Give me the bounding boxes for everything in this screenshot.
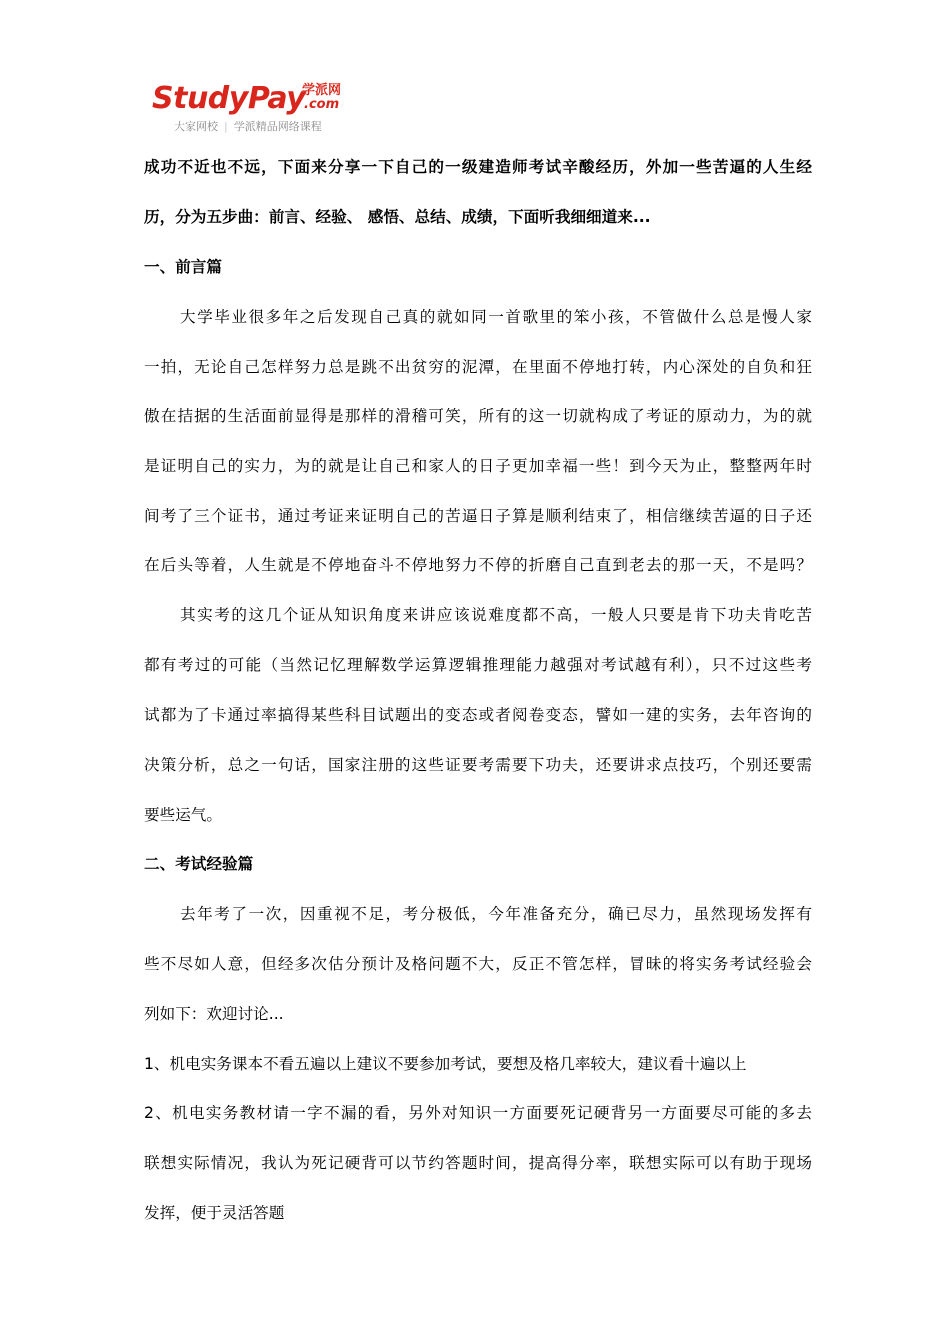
list-item: 联想实际情况，我认为死记硬背可以节约答题时间，提高得分率，联想实际可以有助于现场 [144, 1154, 812, 1172]
logo-chinese-name: 学派网 [302, 83, 342, 98]
logo-wordmark: StudyPay [152, 81, 306, 116]
paragraph-line: 些不尽如人意，但经多次估分预计及格问题不大，反正不管怎样，冒昧的将实务考试经验会 [144, 955, 812, 973]
paragraph-line: 其实考的这几个证从知识角度来讲应该说难度都不高，一般人只要是肯下功夫肯吃苦 [180, 606, 812, 624]
paragraph-line: 是证明自己的实力，为的就是让自己和家人的日子更加幸福一些！到今天为止，整整两年时 [144, 457, 812, 475]
paragraph-line: 要些运气。 [144, 806, 222, 824]
paragraph-line: 列如下：欢迎讨论... [144, 1005, 284, 1023]
paragraph-line: 间考了三个证书，通过考证来证明自己的苦逼日子算是顺利结束了，相信继续苦逼的日子还 [144, 507, 812, 525]
paragraph-line: 试都为了卡通过率搞得某些科目试题出的变态或者阅卷变态，譬如一建的实务，去年咨询的 [144, 706, 812, 724]
list-item: 2、机电实务教材请一字不漏的看，另外对知识一方面要死记硬背另一方面要尽可能的多去 [144, 1104, 812, 1122]
intro-line: 历，分为五步曲：前言、经验、 感悟、总结、成绩，下面听我细细道来... [144, 208, 651, 226]
logo-tag-separator: | [224, 120, 228, 133]
studypay-logo [152, 82, 352, 136]
paragraph-line: 去年考了一次，因重视不足，考分极低，今年准备充分，确已尽力，虽然现场发挥有 [180, 905, 812, 923]
logo-tag-left: 大家网校 [174, 120, 218, 133]
intro-line: 成功不近也不远，下面来分享一下自己的一级建造师考试辛酸经历，外加一些苦逼的人生经 [144, 158, 812, 176]
paragraph-line: 一拍，无论自己怎样努力总是跳不出贫穷的泥潭，在里面不停地打转，内心深处的自负和狂 [144, 358, 812, 376]
paragraph-line: 在后头等着，人生就是不停地奋斗不停地努力不停的折磨自己直到老去的那一天，不是吗？ [144, 556, 812, 574]
paragraph-line: 都有考过的可能（当然记忆理解数学运算逻辑推理能力越强对考试越有利），只不过这些考 [144, 656, 812, 674]
logo-tag-right: 学派精品网络课程 [233, 120, 322, 133]
section-heading-preface: 一、前言篇 [144, 258, 222, 276]
paragraph-line: 决策分析，总之一句话，国家注册的这些证要考需要下功夫，还要讲求点技巧，个别还要需 [144, 756, 812, 774]
logo-domain: .com [304, 97, 340, 112]
list-item: 发挥，便于灵活答题 [144, 1204, 285, 1222]
logo-tagline [174, 120, 322, 134]
paragraph-line: 傲在拮据的生活面前显得是那样的滑稽可笑，所有的这一切就构成了考证的原动力，为的就 [144, 407, 812, 425]
paragraph-line: 大学毕业很多年之后发现自己真的就如同一首歌里的笨小孩，不管做什么总是慢人家 [180, 308, 812, 326]
section-heading-exam-experience: 二、考试经验篇 [144, 855, 254, 873]
list-item: 1、机电实务课本不看五遍以上建议不要参加考试，要想及格几率较大，建议看十遍以上 [144, 1055, 747, 1073]
